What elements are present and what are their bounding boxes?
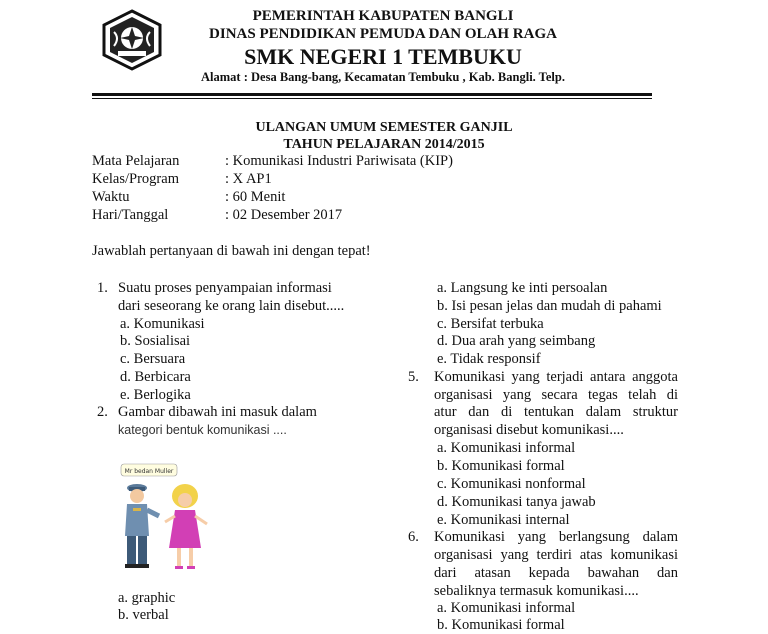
answer-option: b. Komunikasi formal bbox=[437, 458, 565, 474]
answer-option: a. Langsung ke inti persoalan bbox=[437, 280, 608, 296]
question-text: atur dan di tentukan dalam struktur bbox=[434, 404, 678, 420]
answer-option: c. Komunikasi nonformal bbox=[437, 476, 586, 492]
header-rule-thin bbox=[92, 98, 652, 99]
meta-value: : X AP1 bbox=[225, 171, 272, 187]
answer-option: a. graphic bbox=[118, 590, 176, 606]
question-text: dari seseorang ke orang lain disebut..... bbox=[118, 298, 345, 314]
question-text: Komunikasi yang terjadi antara anggota bbox=[434, 369, 678, 385]
question-text: Suatu proses penyampaian informasi bbox=[118, 280, 332, 296]
meta-value: : 60 Menit bbox=[225, 189, 286, 205]
meta-value: : Komunikasi Industri Pariwisata (KIP) bbox=[225, 153, 453, 169]
question-text: organisasi yang secara tegas telah di bbox=[434, 387, 678, 403]
answer-option: c. Bersuara bbox=[120, 351, 186, 367]
answer-option: d. Komunikasi tanya jawab bbox=[437, 494, 596, 510]
answer-option: b. Komunikasi formal bbox=[437, 617, 565, 633]
government-name: PEMERINTAH KABUPATEN BANGLI bbox=[252, 8, 514, 24]
meta-label: Mata Pelajaran bbox=[92, 153, 180, 169]
answer-option: a. Komunikasi informal bbox=[437, 440, 576, 456]
question-text: organisasi disebut komunikasi.... bbox=[434, 422, 624, 438]
meta-label: Kelas/Program bbox=[92, 171, 179, 187]
meta-value: : 02 Desember 2017 bbox=[225, 207, 343, 223]
question-text: Komunikasi yang berlangsung dalam bbox=[434, 529, 678, 545]
meta-label: Hari/Tanggal bbox=[92, 207, 169, 223]
answer-option: b. Isi pesan jelas dan mudah di pahami bbox=[437, 298, 662, 314]
answer-option: d. Dua arah yang seimbang bbox=[437, 333, 596, 349]
regency-emblem-icon bbox=[100, 8, 164, 72]
answer-option: a. Komunikasi bbox=[120, 316, 205, 332]
question-text: sebaliknya termasuk komunikasi.... bbox=[434, 583, 639, 599]
instruction: Jawablah pertanyaan di bawah ini dengan tepat! bbox=[92, 243, 371, 259]
question-text: organisasi yang terdiri atas komunikasi bbox=[434, 547, 678, 563]
header-rule-thick bbox=[92, 93, 652, 96]
communication-illustration bbox=[115, 458, 215, 578]
question-text: dari atasan kepada bawahan dan bbox=[434, 565, 678, 581]
school-address: Alamat : Desa Bang-bang, Kecamatan Tembuku , Kab. Bangli. Telp. bbox=[201, 70, 565, 84]
answer-option: e. Tidak responsif bbox=[437, 351, 541, 367]
speech-bubble-text: Mr bedan Muller bbox=[124, 468, 174, 475]
department-name: DINAS PENDIDIKAN PEMUDA DAN OLAH RAGA bbox=[209, 26, 557, 42]
question-number: 6. bbox=[408, 529, 419, 545]
question-number: 2. bbox=[97, 404, 108, 420]
exam-year: TAHUN PELAJARAN 2014/2015 bbox=[283, 137, 485, 152]
answer-option: c. Bersifat terbuka bbox=[437, 316, 544, 332]
question-number: 5. bbox=[408, 369, 419, 385]
answer-option: d. Berbicara bbox=[120, 369, 191, 385]
answer-option: e. Berlogika bbox=[120, 387, 191, 403]
answer-option: a. Komunikasi informal bbox=[437, 600, 576, 616]
question-text: kategori bentuk komunikasi .... bbox=[118, 423, 287, 437]
meta-label: Waktu bbox=[92, 189, 130, 205]
question-number: 1. bbox=[97, 280, 108, 296]
question-text: Gambar dibawah ini masuk dalam bbox=[118, 404, 317, 420]
exam-title: ULANGAN UMUM SEMESTER GANJIL bbox=[255, 120, 513, 135]
school-name: SMK NEGERI 1 TEMBUKU bbox=[244, 44, 522, 69]
answer-option: e. Komunikasi internal bbox=[437, 512, 570, 528]
answer-option: b. verbal bbox=[118, 607, 169, 623]
answer-option: b. Sosialisai bbox=[120, 333, 191, 349]
